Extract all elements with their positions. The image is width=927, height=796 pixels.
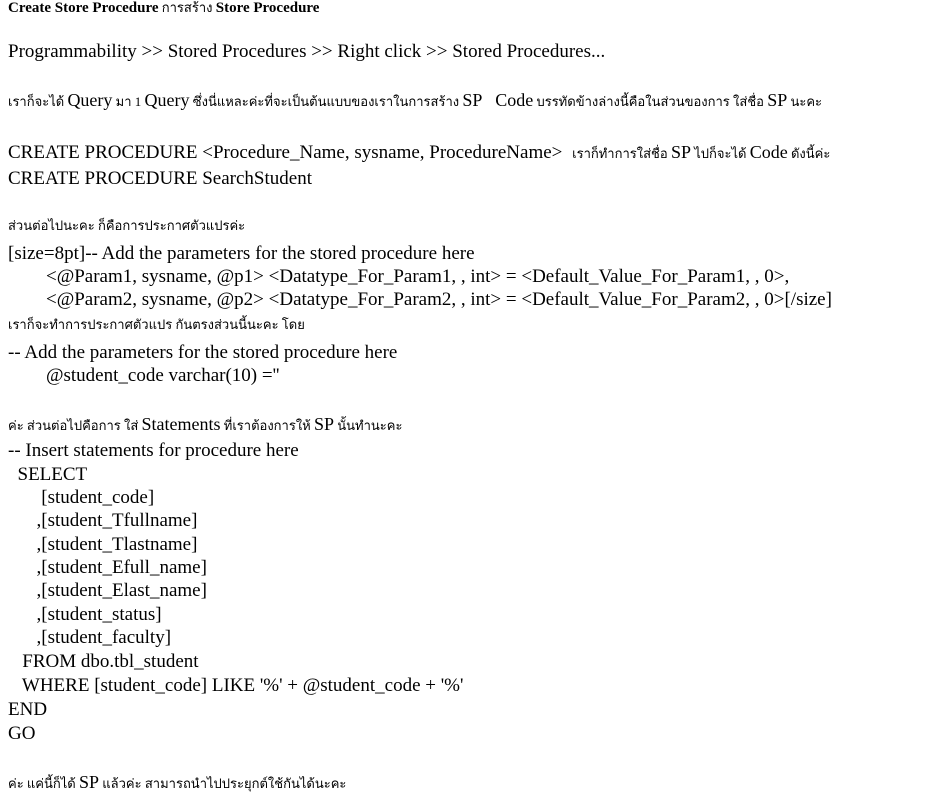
intro-text-5: นะคะ <box>787 94 823 109</box>
title-en: Create Store Procedure <box>8 0 159 16</box>
title-sp: Store Procedure <box>215 0 320 16</box>
params-line-2: <@Param1, sysname, @p1> <Datatype_For_Param1, , int> = <Default_Value_For_Param1, , 0>, <box>8 266 790 287</box>
stmt-line-4: ,[student_Tfullname] <box>8 510 198 531</box>
statements-note-3: นั้นทำนะคะ <box>334 418 403 433</box>
intro-query-2: Query <box>144 90 190 110</box>
statements-note-1: ค่ะ ส่วนต่อไปคือการ ใส่ <box>8 418 142 433</box>
intro-sp: SP <box>767 90 788 110</box>
create-template-line <box>8 142 830 164</box>
stmt-line-8: ,[student_status] <box>8 604 162 625</box>
stmt-line-10: FROM dbo.tbl_student <box>8 651 199 672</box>
declare-note: เราก็จะทำการประกาศตัวแปร กันตรงส่วนนี้นะคะ โดย <box>8 317 305 332</box>
create-note-3: ดังนี้ค่ะ <box>787 146 831 161</box>
stmt-line-12: END <box>8 699 48 720</box>
closing-sp: SP <box>79 772 100 792</box>
intro-query-1: Query <box>67 90 113 110</box>
create-note-2: ไปก็จะได้ <box>690 146 750 161</box>
create-template: CREATE PROCEDURE <Procedure_Name, sysname, ProcedureName> <box>8 142 563 163</box>
create-note-code: Code <box>749 142 788 162</box>
create-actual: CREATE PROCEDURE SearchStudent <box>8 168 312 189</box>
intro-text-4: บรรทัดข้างล่างนี้คือในส่วนของการ ใส่ชื่อ <box>533 94 768 109</box>
statements-note <box>8 414 402 435</box>
intro-text-1: เราก็จะได้ <box>8 94 68 109</box>
intro-line <box>8 90 822 111</box>
closing-note <box>8 772 346 793</box>
params-note: ส่วนต่อไปนะคะ ก็คือการประกาศตัวแปรค่ะ <box>8 218 246 233</box>
stmt-line-7: ,[student_Elast_name] <box>8 580 207 601</box>
navigation-path: Programmability >> Stored Procedures >> Right click >> Stored Procedures... <box>8 41 606 62</box>
intro-sp-code: SP Code <box>462 90 534 110</box>
stmt-line-11: WHERE [student_code] LIKE '%' + @student_code + '%' <box>8 675 464 696</box>
params-line-3: <@Param2, sysname, @p2> <Datatype_For_Param2, , int> = <Default_Value_For_Param2, , 0>[/size] <box>8 289 832 310</box>
declare-line-1: -- Add the parameters for the stored procedure here <box>8 342 398 363</box>
stmt-line-6: ,[student_Efull_name] <box>8 557 207 578</box>
stmt-line-2: SELECT <box>8 464 88 485</box>
closing-text-1: ค่ะ แค่นี้ก็ได้ <box>8 776 79 791</box>
stmt-line-3: [student_code] <box>8 487 155 508</box>
create-note-1: เราก็ทำการใส่ชื่อ <box>562 146 671 161</box>
declare-line-2: @student_code varchar(10) ='' <box>8 365 280 386</box>
intro-text-2: มา 1 <box>112 94 145 109</box>
page-title <box>8 0 319 17</box>
stmt-line-5: ,[student_Tlastname] <box>8 534 198 555</box>
statements-note-2: ที่เราต้องการให้ <box>220 418 314 433</box>
intro-text-3: ซึ่งนี่แหละค่ะที่จะเป็นต้นแบบของเราในการสร้าง <box>189 94 463 109</box>
create-note-sp: SP <box>670 142 691 162</box>
statements-note-stmt: Statements <box>141 414 221 434</box>
stmt-line-1: -- Insert statements for procedure here <box>8 440 299 461</box>
stmt-line-13: GO <box>8 723 36 744</box>
closing-text-2: แล้วค่ะ สามารถนำไปประยุกต์ใช้กันได้นะคะ <box>99 776 347 791</box>
stmt-line-9: ,[student_faculty] <box>8 627 172 648</box>
statements-note-sp: SP <box>314 414 335 434</box>
title-th: การสร้าง <box>158 0 216 15</box>
params-line-1: [size=8pt]-- Add the parameters for the stored procedure here <box>8 243 475 264</box>
